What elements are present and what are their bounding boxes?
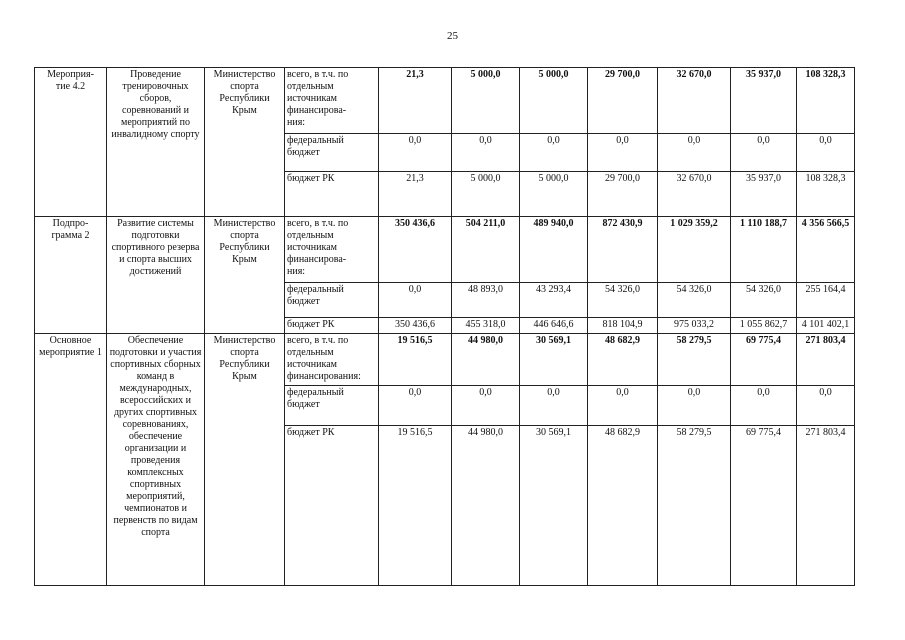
value-cell: 0,0 bbox=[731, 386, 797, 426]
value-cell: 58 279,5 bbox=[658, 334, 731, 386]
source-label: бюджет РК bbox=[285, 426, 379, 586]
source-label: бюджет РК bbox=[285, 172, 379, 217]
value-cell: 0,0 bbox=[379, 283, 452, 318]
value-cell: 69 775,4 bbox=[731, 334, 797, 386]
source-label: всего, в т.ч. по отдельным источникам финансирова- ния: bbox=[285, 68, 379, 134]
value-cell: 32 670,0 bbox=[658, 172, 731, 217]
value-cell: 48 682,9 bbox=[588, 334, 658, 386]
table-row bbox=[35, 217, 855, 283]
value-cell: 69 775,4 bbox=[731, 426, 797, 586]
value-cell: 350 436,6 bbox=[379, 318, 452, 334]
value-cell: 0,0 bbox=[731, 134, 797, 172]
value-cell: 29 700,0 bbox=[588, 68, 658, 134]
value-cell: 271 803,4 bbox=[797, 426, 855, 586]
source-label: всего, в т.ч. по отдельным источникам финансирова- ния: bbox=[285, 217, 379, 283]
value-cell: 58 279,5 bbox=[658, 426, 731, 586]
value-cell: 350 436,6 bbox=[379, 217, 452, 283]
value-cell: 0,0 bbox=[588, 134, 658, 172]
row-name: Проведение тренировочных сборов, соревнований и мероприятий по инвалидному спорту bbox=[107, 68, 205, 217]
source-label: всего, в т.ч. по отдельным источникам финансирования: bbox=[285, 334, 379, 386]
row-code: Подпро- грамма 2 bbox=[35, 217, 107, 334]
value-cell: 44 980,0 bbox=[452, 426, 520, 586]
table-row bbox=[35, 68, 855, 134]
value-cell: 0,0 bbox=[520, 386, 588, 426]
value-cell: 54 326,0 bbox=[588, 283, 658, 318]
value-cell: 504 211,0 bbox=[452, 217, 520, 283]
value-cell: 21,3 bbox=[379, 68, 452, 134]
value-cell: 5 000,0 bbox=[520, 68, 588, 134]
value-cell: 975 033,2 bbox=[658, 318, 731, 334]
table-row bbox=[35, 334, 855, 386]
value-cell: 54 326,0 bbox=[731, 283, 797, 318]
value-cell: 0,0 bbox=[452, 386, 520, 426]
value-cell: 5 000,0 bbox=[452, 68, 520, 134]
value-cell: 0,0 bbox=[379, 386, 452, 426]
value-cell: 48 682,9 bbox=[588, 426, 658, 586]
value-cell: 4 356 566,5 bbox=[797, 217, 855, 283]
value-cell: 35 937,0 bbox=[731, 68, 797, 134]
source-label: бюджет РК bbox=[285, 318, 379, 334]
value-cell: 44 980,0 bbox=[452, 334, 520, 386]
value-cell: 35 937,0 bbox=[731, 172, 797, 217]
source-label: федеральный бюджет bbox=[285, 386, 379, 426]
value-cell: 19 516,5 bbox=[379, 426, 452, 586]
value-cell: 0,0 bbox=[797, 386, 855, 426]
row-name: Обеспечение подготовки и участия спортивных сборных команд в международных, всероссийских и других спортивных соревнованиях, обеспечение организации и проведения комплексных спортивных мероприятий, чемпионатов и первенств по видам спорта bbox=[107, 334, 205, 586]
value-cell: 30 569,1 bbox=[520, 426, 588, 586]
row-executor: Министерство спорта Республики Крым bbox=[205, 217, 285, 334]
value-cell: 271 803,4 bbox=[797, 334, 855, 386]
value-cell: 0,0 bbox=[658, 134, 731, 172]
row-executor: Министерство спорта Республики Крым bbox=[205, 334, 285, 586]
budget-table bbox=[34, 67, 855, 586]
value-cell: 19 516,5 bbox=[379, 334, 452, 386]
value-cell: 54 326,0 bbox=[658, 283, 731, 318]
source-label: федеральный бюджет bbox=[285, 134, 379, 172]
value-cell: 455 318,0 bbox=[452, 318, 520, 334]
row-code: Основное мероприятие 1 bbox=[35, 334, 107, 586]
value-cell: 0,0 bbox=[588, 386, 658, 426]
value-cell: 0,0 bbox=[797, 134, 855, 172]
page-number: 25 bbox=[447, 30, 458, 42]
value-cell: 0,0 bbox=[520, 134, 588, 172]
value-cell: 489 940,0 bbox=[520, 217, 588, 283]
value-cell: 872 430,9 bbox=[588, 217, 658, 283]
value-cell: 30 569,1 bbox=[520, 334, 588, 386]
value-cell: 0,0 bbox=[658, 386, 731, 426]
value-cell: 29 700,0 bbox=[588, 172, 658, 217]
row-executor: Министерство спорта Республики Крым bbox=[205, 68, 285, 217]
value-cell: 5 000,0 bbox=[452, 172, 520, 217]
value-cell: 1 055 862,7 bbox=[731, 318, 797, 334]
value-cell: 255 164,4 bbox=[797, 283, 855, 318]
value-cell: 21,3 bbox=[379, 172, 452, 217]
value-cell: 5 000,0 bbox=[520, 172, 588, 217]
value-cell: 818 104,9 bbox=[588, 318, 658, 334]
value-cell: 0,0 bbox=[452, 134, 520, 172]
row-code: Мероприя- тие 4.2 bbox=[35, 68, 107, 217]
source-label: федеральный бюджет bbox=[285, 283, 379, 318]
value-cell: 1 029 359,2 bbox=[658, 217, 731, 283]
value-cell: 32 670,0 bbox=[658, 68, 731, 134]
value-cell: 446 646,6 bbox=[520, 318, 588, 334]
row-name: Развитие системы подготовки спортивного резерва и спорта высших достижений bbox=[107, 217, 205, 334]
value-cell: 1 110 188,7 bbox=[731, 217, 797, 283]
value-cell: 108 328,3 bbox=[797, 68, 855, 134]
value-cell: 0,0 bbox=[379, 134, 452, 172]
value-cell: 108 328,3 bbox=[797, 172, 855, 217]
value-cell: 43 293,4 bbox=[520, 283, 588, 318]
value-cell: 4 101 402,1 bbox=[797, 318, 855, 334]
value-cell: 48 893,0 bbox=[452, 283, 520, 318]
